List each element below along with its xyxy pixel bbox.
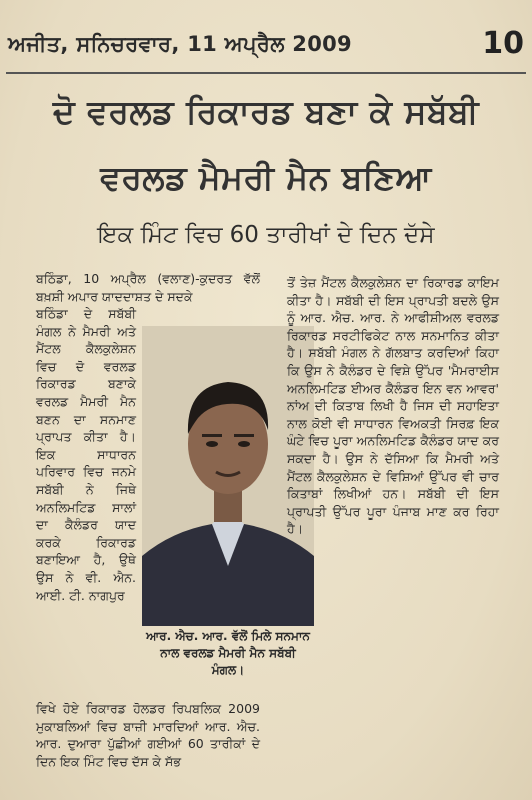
headline-line-1: ਦੋ ਵਰਲਡ ਰਿਕਾਰਡ ਬਣਾ ਕੇ ਸਬੱਬੀ — [52, 92, 480, 131]
article-left-column: ਬਠਿੰਡਾ ਦੇ ਸਬੱਬੀ ਮੰਗਲ ਨੇ ਮੈਮਰੀ ਅਤੇ ਮੈਂਟਲ ਕੈਲਕੁਲੇਸ਼ਨ ਵਿਚ ਦੋ ਵਰਲਡ ਰਿਕਾਰਡ ਬਣਾਕੇ ਵਰਲਡ ਮੈਮਰੀ ਮੈਨ ਬਣਨ ਦਾ ਸਨਮਾਣ ਪ੍ਰਾਪਤ ਕੀਤਾ ਹੈ। ਇਕ ਸਾਧਾਰਨ ਪਰਿਵਾਰ ਵਿਚ ਜਨਮੇ ਸਬੱਬੀ ਨੇ ਜਿਥੇ ਅਨਲਿਮਟਿਡ ਸਾਲਾਂ ਦਾ ਕੈਲੰਡਰ ਯਾਦ ਕਰਕੇ ਰਿਕਾਰਡ ਬਣਾਇਆ ਹੈ, ਉਥੇ ਉਸ ਨੇ ਵੀ. ਐਨ. ਆਈ. ਟੀ. ਨਾਗਪੁਰ — [36, 306, 136, 603]
headline-line-2: ਵਰਲਡ ਮੈਮਰੀ ਮੈਨ ਬਣਿਆ — [100, 158, 432, 197]
article-bottom-left: ਵਿਖੇ ਹੋਏ ਰਿਕਾਰਡ ਹੋਲਡਰ ਰਿਪਬਲਿਕ 2009 ਮੁਕਾਬਲਿਆਂ ਵਿਚ ਬਾਜ਼ੀ ਮਾਰਦਿਆਂ ਆਰ. ਐਚ. ਆਰ. ਦੁਆਰਾ ਪੁੱਛੀਆਂ ਗਈਆਂ 60 ਤਾਰੀਕਾਂ ਦੇ ਦਿਨ ਇਕ ਮਿੰਟ ਵਿਚ ਦੱਸ ਕੇ ਸੱਭ — [36, 701, 260, 769]
page-number: 10 — [482, 26, 524, 61]
subheadline: ਇਕ ਮਿੰਟ ਵਿਚ 60 ਤਾਰੀਖਾਂ ਦੇ ਦਿਨ ਦੱਸੇ — [97, 222, 435, 248]
article-right-column: ਤੋਂ ਤੇਜ਼ ਮੈਂਟਲ ਕੈਲਕੁਲੇਸ਼ਨ ਦਾ ਰਿਕਾਰਡ ਕਾਇਮ ਕੀਤਾ ਹੈ। ਸਬੱਬੀ ਦੀ ਇਸ ਪ੍ਰਾਪਤੀ ਬਦਲੇ ਉਸ ਨੂੰ ਆਰ. ਐਚ. ਆਰ. ਨੇ ਆਫੀਸ਼ੀਅਲ ਵਰਲਡ ਰਿਕਾਰਡ ਸਰਟੀਫਿਕੇਟ ਨਾਲ ਸਨਮਾਨਿਤ ਕੀਤਾ ਹੈ। ਸਬੱਬੀ ਮੰਗਲ ਨੇ ਗੱਲਬਾਤ ਕਰਦਿਆਂ ਕਿਹਾ ਕਿ ਉਸ ਨੇ ਕੈਲੰਡਰ ਦੇ ਵਿਸ਼ੇ ਉੱਪਰ 'ਮੈਮਰਾਈਸ ਅਨਲਿਮਟਿਡ ਈਅਰ ਕੈਲੰਡਰ ਇਨ ਵਨ ਆਵਰ' ਨਾਂਅ ਦੀ ਕਿਤਾਬ ਲਿਖੀ ਹੈ ਜਿਸ ਦੀ ਸਹਾਇਤਾ ਨਾਲ ਕੋਈ ਵੀ ਸਾਧਾਰਨ ਵਿਅਕਤੀ ਸਿਰਫ਼ ਇਕ ਘੰਟੇ ਵਿਚ ਪੂਰਾ ਅਨਲਿਮਟਿਡ ਕੈਲੰਡਰ ਯਾਦ ਕਰ ਸਕਦਾ ਹੈ। ਉਸ ਨੇ ਦੱਸਿਆ ਕਿ ਮੈਮਰੀ ਅਤੇ ਮੈਂਟਲ ਕੈਲਕੁਲੇਸ਼ਨ ਦੇ ਵਿਸ਼ਿਆਂ ਉੱਪਰ ਵੀ ਚਾਰ ਕਿਤਾਬਾਂ ਲਿਖੀਆਂ ਹਨ। ਸਬੱਬੀ ਦੀ ਇਸ ਪ੍ਰਾਪਤੀ ਉੱਪਰ ਪੂਰਾ ਪੰਜਾਬ ਮਾਣ ਕਰ ਰਿਹਾ ਹੈ। — [287, 275, 499, 537]
photo-caption: ਆਰ. ਐਚ. ਆਰ. ਵੱਲੋਂ ਮਿਲੇ ਸਨਮਾਨ ਨਾਲ ਵਰਲਡ ਮੈਮਰੀ ਮੈਨ ਸਬੱਬੀ ਮੰਗਲ। — [146, 629, 310, 677]
masthead-rule — [6, 72, 526, 74]
article-intro: ਬਠਿੰਡਾ, 10 ਅਪ੍ਰੈਲ (ਵਲਾਣ)-ਕੁਦਰਤ ਵੱਲੋਂ ਬਖ਼ਸ਼ੀ ਅਪਾਰ ਯਾਦਦਾਸ਼ਤ ਦੇ ਸਦਕੇ — [36, 271, 260, 304]
masthead-date-line: ਅਜੀਤ, ਸਨਿਚਰਵਾਰ, 11 ਅਪ੍ਰੈਲ 2009 — [8, 32, 352, 56]
